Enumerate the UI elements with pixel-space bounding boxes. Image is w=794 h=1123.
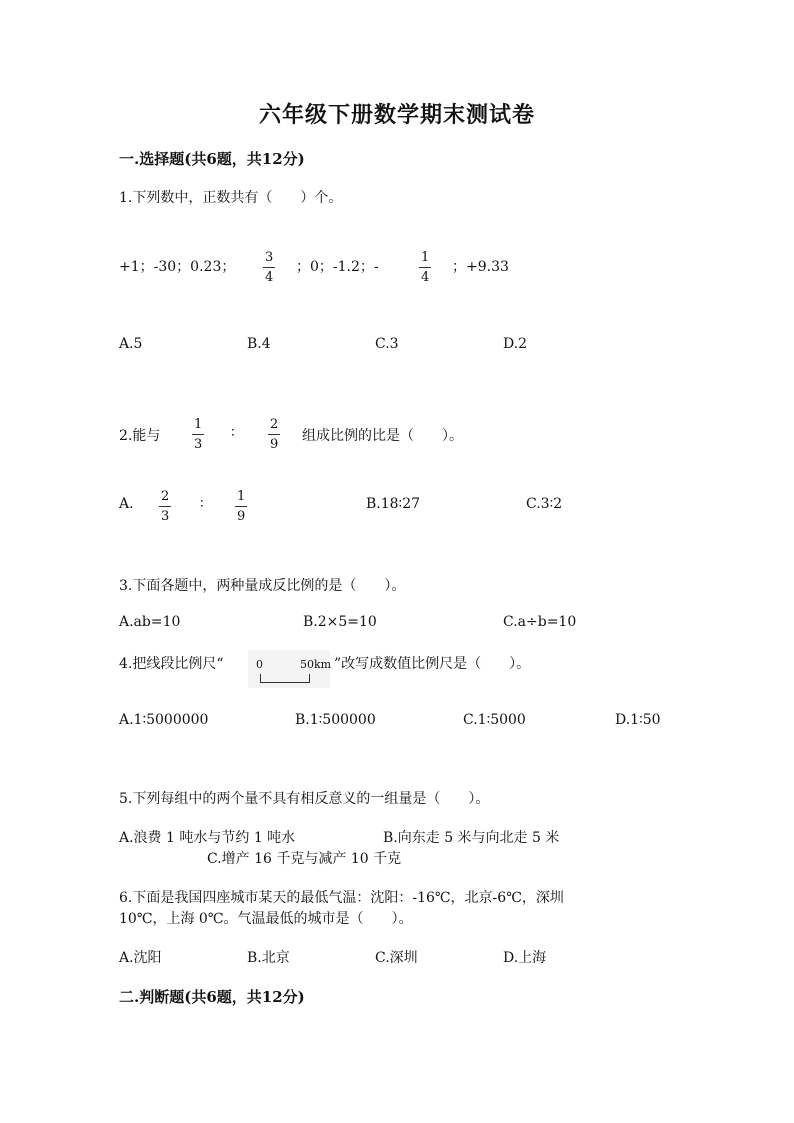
q1-fraction-1-numerator: 3 bbox=[263, 251, 275, 268]
section-2-heading: 二.判断题(共6题，共12分) bbox=[119, 988, 305, 1006]
q5-option-c: C.增产 16 千克与减产 10 千克 bbox=[207, 851, 402, 867]
q4-prefix: 4.把线段比例尺“ bbox=[119, 656, 224, 672]
q3-option-c: C.a÷b=10 bbox=[503, 614, 577, 630]
q1-row-part1: +1；-30；0.23； bbox=[119, 259, 236, 275]
scale-end-label: 50km bbox=[300, 658, 332, 671]
q2-option-a-fraction-1-denominator: 3 bbox=[161, 509, 170, 524]
q4-option-b: B.1∶500000 bbox=[295, 712, 376, 728]
q2-fraction-2-numerator: 2 bbox=[268, 418, 280, 435]
q3-stem: 3.下面各题中，两种量成反比例的是（ ）。 bbox=[119, 578, 406, 594]
q6-option-a: A.沈阳 bbox=[119, 950, 162, 966]
q6-option-b: B.北京 bbox=[247, 950, 290, 966]
q2-fraction-2-denominator: 9 bbox=[270, 437, 279, 452]
q2-ratio-colon: ∶ bbox=[231, 425, 235, 441]
q5-stem: 5.下列每组中的两个量不具有相反意义的一组量是（ ）。 bbox=[119, 791, 490, 807]
q1-stem: 1.下列数中，正数共有（ ）个。 bbox=[119, 190, 343, 206]
q1-fraction-1 bbox=[263, 251, 275, 284]
q4-suffix: ”改写成数值比例尺是（ ）。 bbox=[334, 656, 531, 672]
q2-option-a-label: A. bbox=[119, 496, 134, 512]
q2-fraction-1-denominator: 3 bbox=[194, 437, 203, 452]
q2-suffix: 组成比例的比是（ ）。 bbox=[302, 428, 463, 444]
q1-row-part3: ；+9.33 bbox=[452, 259, 509, 275]
q5-option-a: A.浪费 1 吨水与节约 1 吨水 bbox=[119, 830, 296, 846]
scale-zero-label: 0 bbox=[256, 658, 263, 671]
q2-option-a-colon: ∶ bbox=[200, 496, 204, 512]
q2-fraction-1 bbox=[192, 418, 204, 451]
q2-option-a-fraction-1 bbox=[159, 490, 171, 523]
q3-option-a: A.ab=10 bbox=[119, 614, 181, 630]
q2-prefix: 2.能与 bbox=[119, 428, 161, 444]
q2-option-b: B.18∶27 bbox=[366, 496, 421, 512]
q4-option-a: A.1∶5000000 bbox=[119, 712, 209, 728]
q6-stem-line2: 10℃，上海 0℃。气温最低的城市是（ ）。 bbox=[119, 911, 413, 927]
q2-option-a-fraction-2-denominator: 9 bbox=[237, 509, 246, 524]
q6-option-c: C.深圳 bbox=[375, 950, 418, 966]
q5-option-b: B.向东走 5 米与向北走 5 米 bbox=[383, 830, 560, 846]
q1-fraction-1-denominator: 4 bbox=[265, 270, 274, 285]
q1-option-d: D.2 bbox=[503, 336, 528, 352]
q1-row-part2: ；0；-1.2；- bbox=[296, 259, 379, 275]
q2-fraction-1-numerator: 1 bbox=[192, 418, 204, 435]
q1-fraction-2-denominator: 4 bbox=[421, 270, 430, 285]
page-title: 六年级下册数学期末测试卷 bbox=[258, 102, 535, 128]
q1-option-c: C.3 bbox=[375, 336, 399, 352]
q1-option-a: A.5 bbox=[119, 336, 143, 352]
q2-option-a-fraction-2-numerator: 1 bbox=[235, 490, 247, 507]
q4-option-c: C.1∶5000 bbox=[463, 712, 526, 728]
q4-option-d: D.1∶50 bbox=[615, 712, 661, 728]
q2-fraction-2 bbox=[268, 418, 280, 451]
section-1-heading: 一.选择题(共6题，共12分) bbox=[119, 150, 305, 168]
q3-option-b: B.2×5=10 bbox=[303, 614, 377, 630]
linear-scale-figure bbox=[248, 650, 330, 688]
q2-option-c: C.3∶2 bbox=[526, 496, 563, 512]
q1-fraction-2 bbox=[419, 251, 431, 284]
q6-option-d: D.上海 bbox=[503, 950, 547, 966]
q2-option-a-fraction-2 bbox=[235, 490, 247, 523]
scale-bar bbox=[260, 674, 310, 683]
q1-fraction-2-numerator: 1 bbox=[419, 251, 431, 268]
q6-stem-line1: 6.下面是我国四座城市某天的最低气温：沈阳：-16℃，北京-6℃，深圳 bbox=[119, 890, 564, 906]
q2-option-a-fraction-1-numerator: 2 bbox=[159, 490, 171, 507]
q1-option-b: B.4 bbox=[247, 336, 271, 352]
